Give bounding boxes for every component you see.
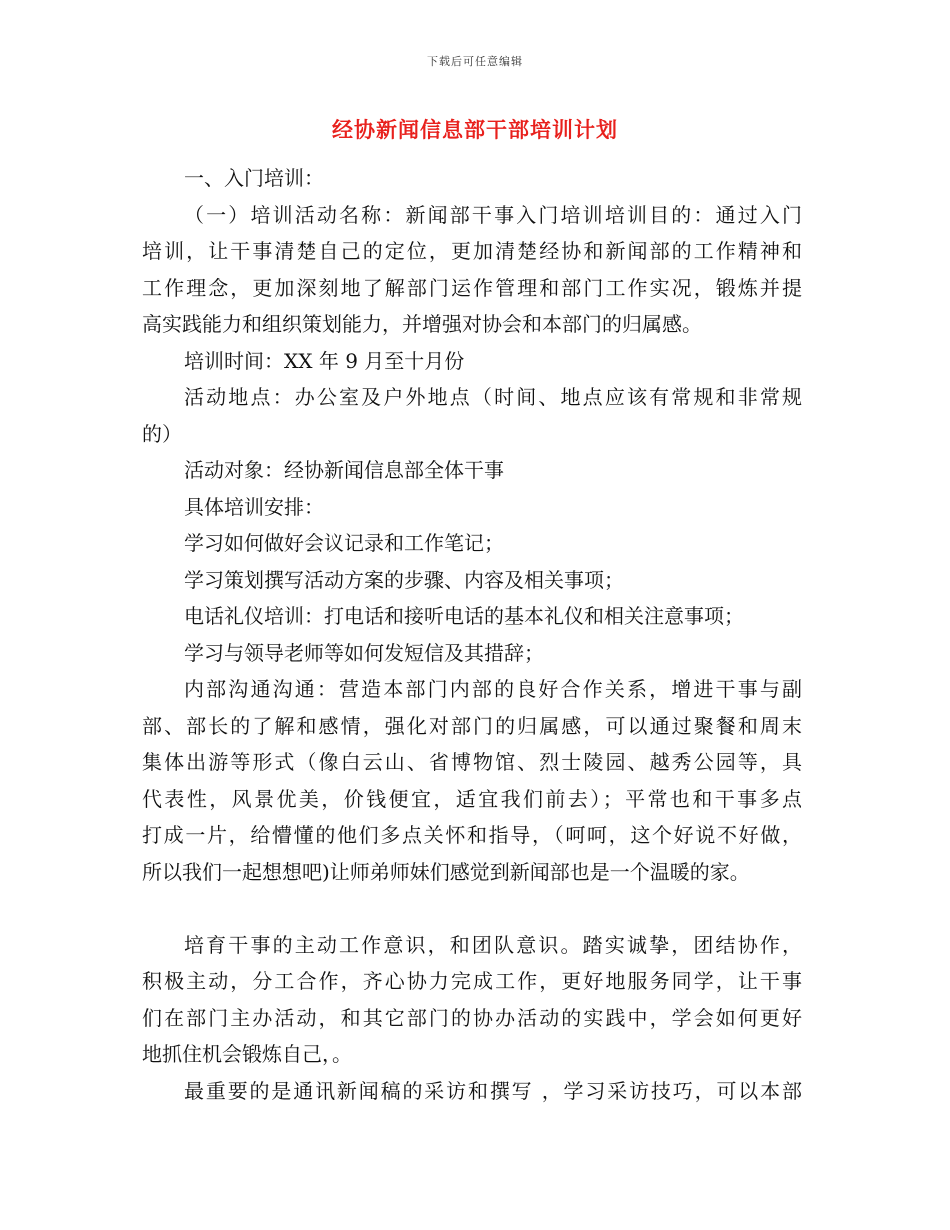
header-note: 下载后可任意编辑: [427, 55, 523, 68]
arrangement-item: 学习与领导老师等如何发短信及其措辞；: [184, 640, 544, 665]
paragraph-line: 所以我们一起想想吧)让师弟师妹们感觉到新闻部也是一个温暖的家。: [142, 859, 750, 884]
arrangement-heading: 具体培训安排：: [184, 494, 324, 519]
arrangement-item: 学习策划撰写活动方案的步骤、内容及相关事项；: [184, 567, 624, 592]
activity-location: 活动地点：办公室及户外地点（时间、地点应该有常规和非常规: [184, 385, 802, 409]
paragraph-line: 培育干事的主动工作意识，和团队意识。踏实诚挚，团结协作，: [184, 932, 802, 957]
activity-target: 活动对象：经协新闻信息部全体干事: [184, 458, 504, 482]
paragraph-line: 积极主动，分工合作，齐心协力完成工作，更好地服务同学，让干事: [142, 969, 802, 993]
paragraph-line: 集体出游等形式（像白云山、省博物馆、烈士陵园、越秀公园等，具: [142, 750, 802, 774]
paragraph-line: 们在部门主办活动，和其它部门的协办活动的实践中，学会如何更好: [142, 1005, 802, 1030]
paragraph-line: 打成一片，给懵懂的他们多点关怀和指导，（呵呵，这个好说不好做，: [142, 823, 802, 847]
blank-line: [142, 890, 802, 927]
paragraph-line: 高实践能力和组织策划能力，并增强对协会和本部门的归属感。: [142, 312, 702, 336]
paragraph-line: （一）培训活动名称：新闻部干事入门培训培训目的：通过入门: [184, 202, 802, 227]
training-time: 培训时间：XX 年 9 月至十月份: [184, 348, 465, 373]
paragraph-line: 的）: [142, 421, 182, 446]
paragraph-line: 内部沟通沟通：营造本部门内部的良好合作关系，增进干事与副: [184, 677, 802, 701]
arrangement-item: 学习如何做好会议记录和工作笔记；: [184, 531, 504, 555]
arrangement-item: 电话礼仪培训：打电话和接听电话的基本礼仪和相关注意事项；: [184, 604, 744, 628]
paragraph-line: 工作理念，更加深刻地了解部门运作管理和部门工作实况，锻炼并提: [142, 275, 802, 300]
document-body: [142, 160, 802, 1109]
paragraph-line: 代表性，风景优美，价钱便宜，适宜我们前去）；平常也和干事多点: [142, 786, 802, 811]
paragraph-line: 最重要的是通讯新闻稿的采访和撰写 ，学习采访技巧，可以本部: [184, 1078, 802, 1103]
section-heading: 一、入门培训：: [184, 166, 324, 190]
document-title: 经协新闻信息部干部培训计划: [332, 117, 618, 142]
paragraph-line: 地抓住机会锻炼自己，。: [142, 1042, 352, 1066]
paragraph-line: 培训，让干事清楚自己的定位，更加清楚经协和新闻部的工作精神和: [142, 239, 802, 263]
paragraph-line: 部、部长的了解和感情，强化对部门的归属感，可以通过聚餐和周末: [142, 713, 802, 738]
